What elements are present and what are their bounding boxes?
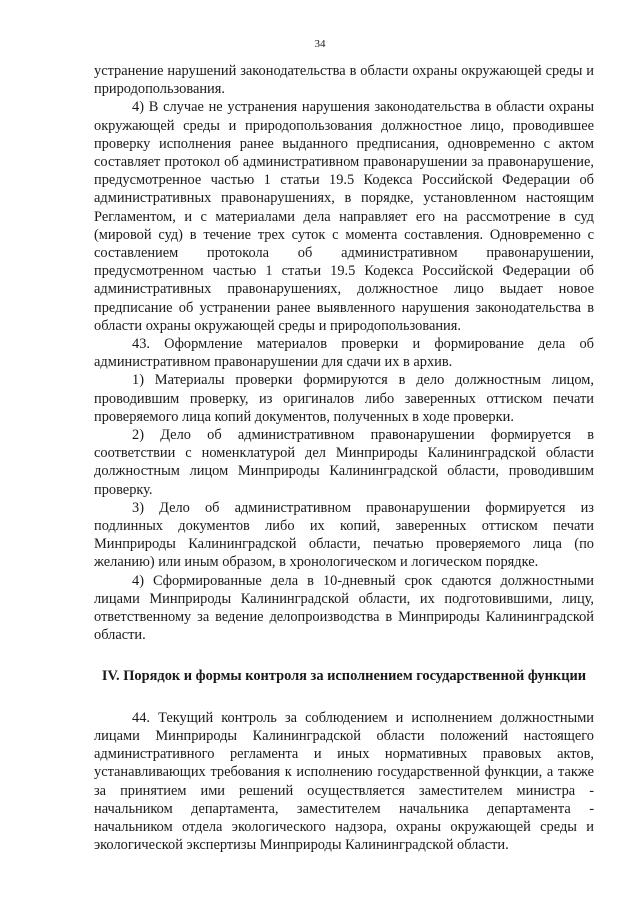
paragraph-44-control: 44. Текущий контроль за соблюдением и исполнением должностными лицами Минприроды Калининградской области положений настоящего административного регламента и иных нормативных правовых актов, устанавливающих требования к исполнению государственной функции, а также за принятием ими решений осуществляется заместителем министра - начальником департамента, заместителем начальника департамента - начальником отдела экологического надзора, охраны окружающей среды и экологической экспертизы Минприроды Калининградской области. [94, 709, 594, 854]
document-body [94, 62, 594, 854]
paragraph-43-archive: 43. Оформление материалов проверки и формирование дела об административном правонарушении для сдачи их в архив. [94, 336, 594, 371]
paragraph-item-2-case: 2) Дело об административном правонарушении формируется в соответствии с номенклатурой дел Минприроды Калининградской области должностным лицом Минприроды Калининградской области, проводившим проверку. [94, 427, 594, 498]
section-heading: IV. Порядок и формы контроля за исполнением государственной функции [101, 667, 587, 684]
page-number: 34 [314, 38, 326, 50]
paragraph-item-4-violation: 4) В случае не устранения нарушения законодательства в области охраны окружающей среды и природопользования должностное лицо, проводившее проверку исполнения ранее выданного предписания, одновременно с актом составляет протокол об административном правонарушении за правонарушение, предусмотренное частью 1 статьи 19.5 Кодекса Российской Федерации об административных правонарушениях, в порядке, установленном настоящим Регламентом, и с материалами дела направляет его на рассмотрение в суд (мировой суд) в течение трех суток с момента составления. Одновременно с составлением протокола об административном правонарушении, предусмотренном частью 1 статьи 19.5 Кодекса Российской Федерации об административных правонарушениях, должностное лицо выдает новое предписание об устранении ранее выявленного нарушения законодательства в области охраны окружающей среды и природопользования. [94, 99, 594, 334]
paragraph-item-3-case: 3) Дело об административном правонарушении формируется из подлинных документов либо их копий, заверенных оттиском печати Минприроды Калининградской области, печатью проверяемого лица (по желанию) или иным образом, в хронологическом и логическом порядке. [94, 499, 594, 571]
paragraph-item-4-handover: 4) Сформированные дела в 10-дневный срок сдаются должностными лицами Минприроды Калининградской области, их подготовившими, лицу, ответственному за ведение делопроизводства в Минприроды Калининградской области. [94, 572, 594, 644]
paragraph-continuation: устранение нарушений законодательства в области охраны окружающей среды и природопользования. [94, 63, 594, 98]
paragraph-item-1-materials: 1) Материалы проверки формируются в дело должностным лицом, проводившим проверку, из оригиналов либо заверенных оттиском печати проверяемого лица копий документов, полученных в ходе проверки. [94, 372, 594, 425]
